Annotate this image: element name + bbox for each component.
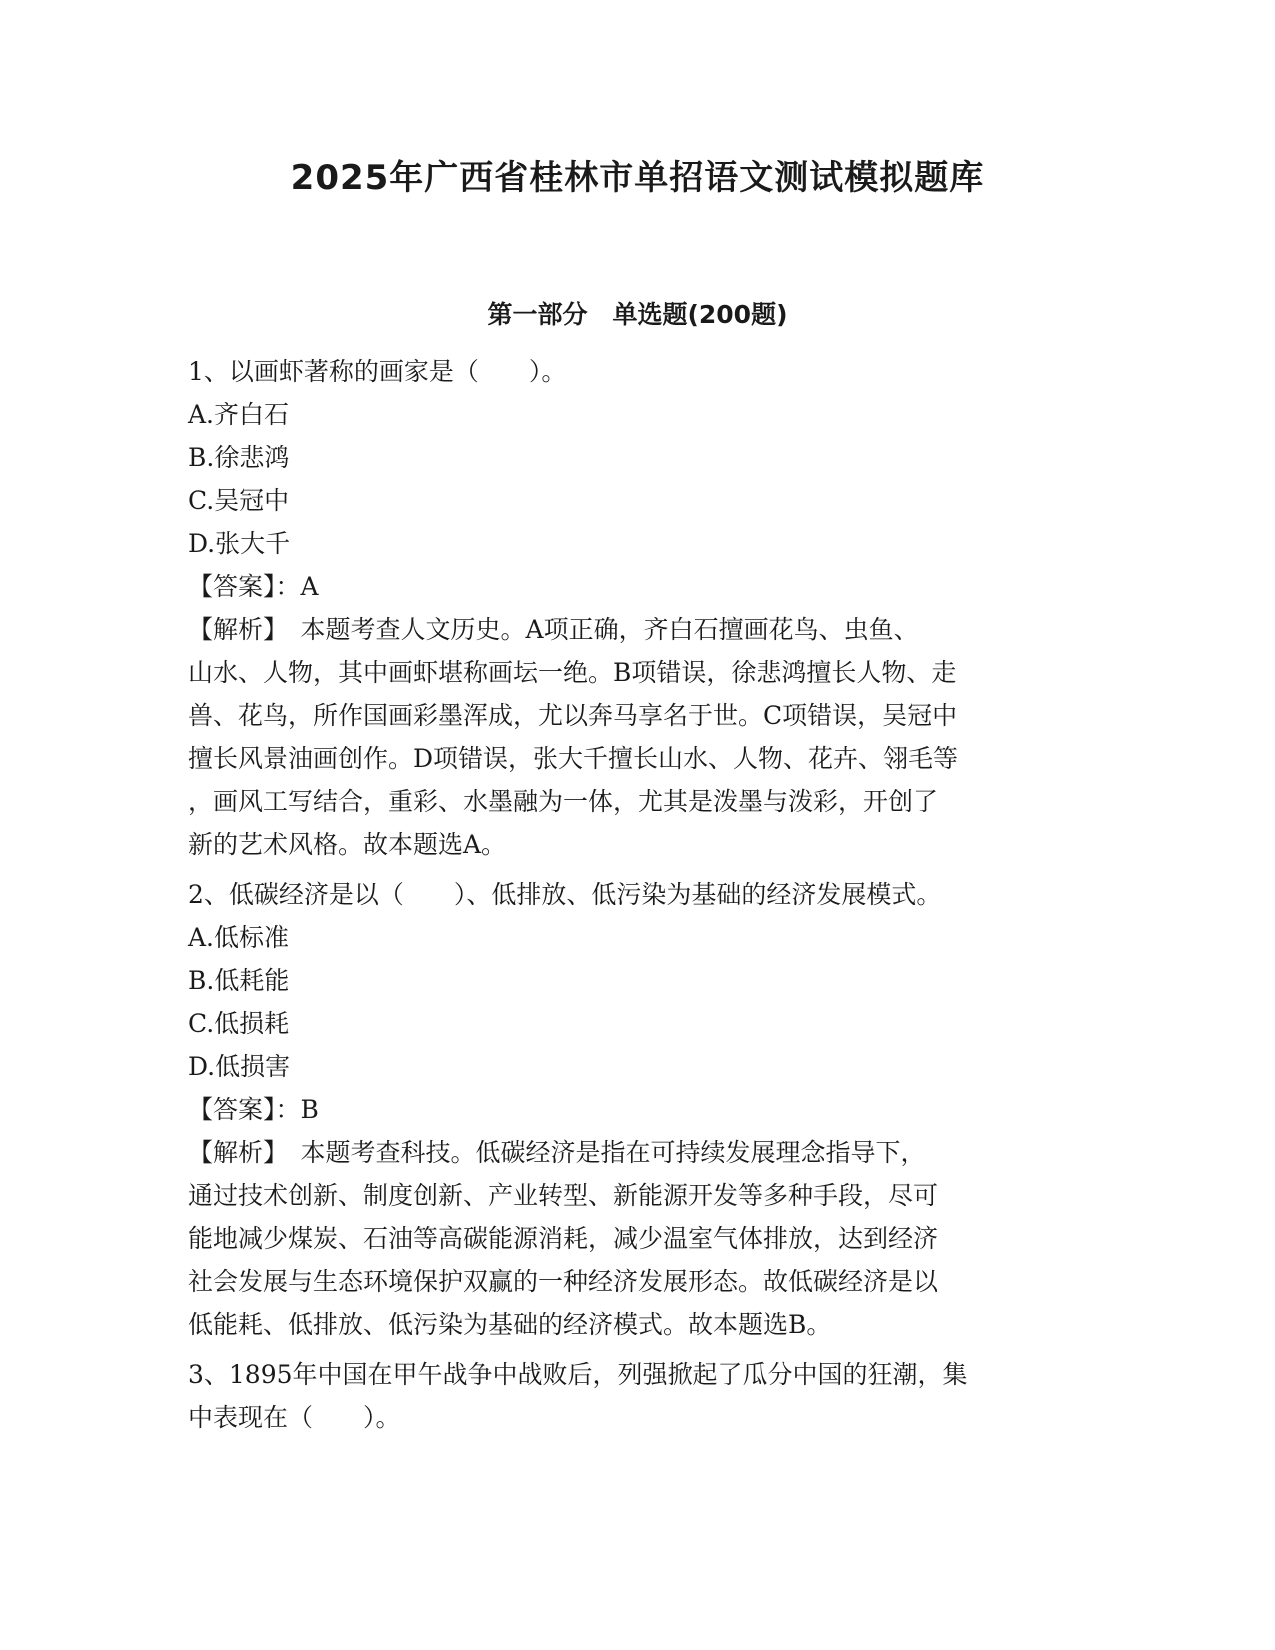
analysis-text: 低能耗、低排放、低污染为基础的经济模式。故本题选B。 — [188, 1310, 832, 1339]
question-stem: 中表现在（ ）。 — [188, 1403, 401, 1432]
analysis-text: 兽、花鸟，所作国画彩墨浑成，尤以奔马享名于世。C项错误，吴冠中 — [188, 701, 958, 730]
question-2 — [188, 873, 1088, 1346]
answer-line — [188, 1088, 1088, 1131]
analysis-text: ，画风工写结合，重彩、水墨融为一体，尤其是泼墨与泼彩，开创了 — [188, 787, 939, 816]
option-d: D.低损害 — [188, 1052, 291, 1081]
option-d: D.张大千 — [188, 529, 291, 558]
option-a: A.齐白石 — [188, 400, 290, 429]
analysis-text: 擅长风景油画创作。D项错误，张大千擅长山水、人物、花卉、翎毛等 — [188, 744, 959, 773]
option-b: B.徐悲鸿 — [188, 443, 290, 472]
analysis-label: 【解析】 — [188, 1138, 276, 1167]
analysis-label: 【解析】 — [188, 615, 276, 644]
document-title: 2025年广西省桂林市单招语文测试模拟题库 — [290, 158, 985, 198]
section-title: 第一部分 单选题(200题) — [487, 300, 788, 329]
answer-label: 【答案】： — [188, 572, 301, 601]
question-1 — [188, 350, 1088, 866]
analysis-text: 通过技术创新、制度创新、产业转型、新能源开发等多种手段，尽可 — [188, 1181, 939, 1210]
question-stem: 1、以画虾著称的画家是（ ）。 — [188, 357, 567, 386]
answer-line — [188, 565, 1088, 608]
option-b: B.低耗能 — [188, 966, 290, 995]
question-3 — [188, 1353, 1088, 1439]
option-c: C.低损耗 — [188, 1009, 290, 1038]
analysis-line — [188, 608, 1088, 651]
analysis-text: 山水、人物，其中画虾堪称画坛一绝。B项错误，徐悲鸿擅长人物、走 — [188, 658, 957, 687]
question-list — [188, 350, 1088, 1446]
question-stem: 3、1895年中国在甲午战争中战败后，列强掀起了瓜分中国的狂潮，集 — [188, 1360, 968, 1389]
analysis-text: 社会发展与生态环境保护双赢的一种经济发展形态。故低碳经济是以 — [188, 1267, 939, 1296]
answer-label: 【答案】： — [188, 1095, 301, 1124]
analysis-text: 新的艺术风格。故本题选A。 — [188, 830, 507, 859]
analysis-text: 本题考查科技。低碳经济是指在可持续发展理念指导下， — [275, 1138, 926, 1167]
question-stem: 2、低碳经济是以（ ）、低排放、低污染为基础的经济发展模式。 — [188, 880, 942, 909]
option-c: C.吴冠中 — [188, 486, 290, 515]
answer-value: A — [300, 572, 319, 601]
analysis-text: 本题考查人文历史。A项正确，齐白石擅画花鸟、虫鱼、 — [275, 615, 919, 644]
option-a: A.低标准 — [188, 923, 290, 952]
answer-value: B — [300, 1095, 319, 1124]
analysis-text: 能地减少煤炭、石油等高碳能源消耗，减少温室气体排放，达到经济 — [188, 1224, 939, 1253]
analysis-line — [188, 1131, 1088, 1174]
